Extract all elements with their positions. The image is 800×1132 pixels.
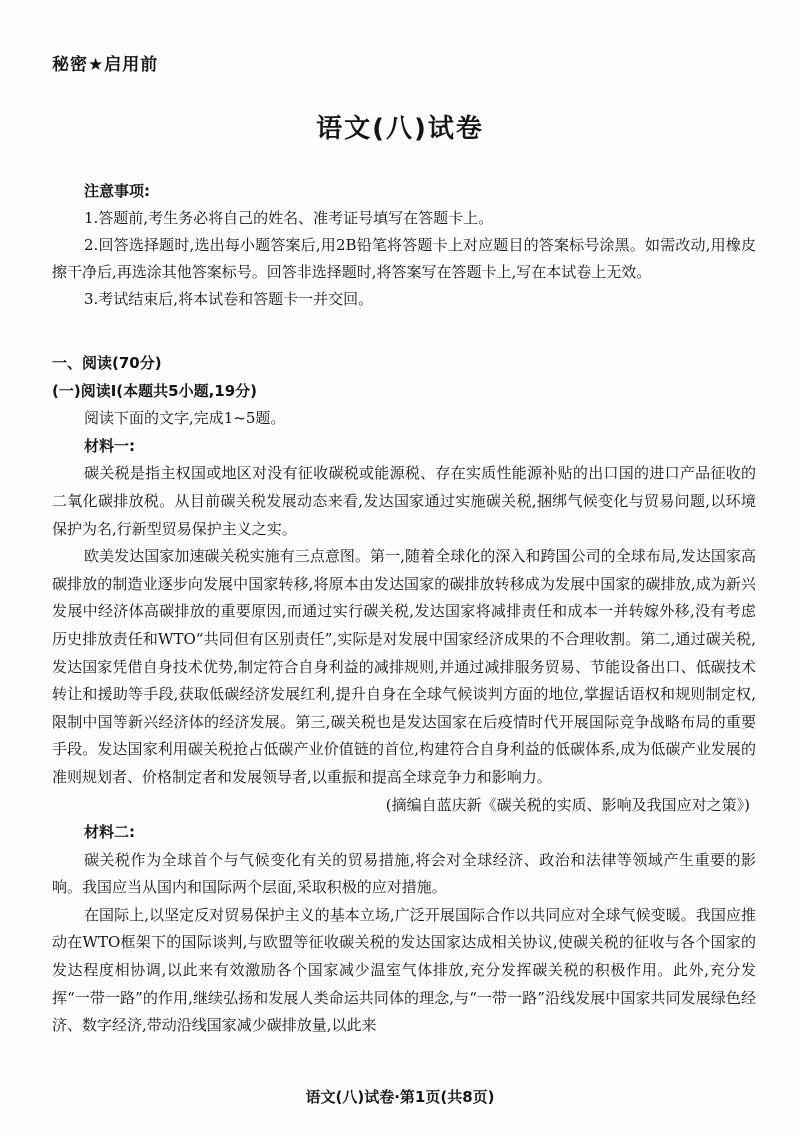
material1-heading: 材料一: <box>84 436 135 455</box>
section-heading: 一、阅读(70分) <box>52 354 162 372</box>
notice-heading: 注意事项: <box>84 182 150 200</box>
notice-item: 2.回答选择题时,选出每小题答案后,用2B铅笔将答题卡上对应题目的答案标号涂黑。如需改动,用橡皮擦干净后,再选涂其他答案标号。回答非选择题时,将答案写在答题卡上,写在本试卷上无效。 <box>52 236 756 281</box>
material2-paragraph: 在国际上,以坚定反对贸易保护主义的基本立场,广泛开展国际合作以共同应对全球气候变暖。我国应推动在WTO框架下的国际谈判,与欧盟等征收碳关税的发达国家达成相关协议,使碳关税的征收与各个国家的发达程度相协调,以此来有效激励各个国家减少温室气体排放,充分发挥碳关税的积极作用。此外,充分发挥“一带一路”的作用,继续弘扬和发展人类命运共同体的理念,与“一带一路”沿线发展中国家共同发展绿色经济、数字经济,带动沿线国家减少碳排放量,以此来 <box>52 905 756 1035</box>
material2-heading: 材料二: <box>84 823 135 842</box>
confidential-mark: 秘密★启用前 <box>52 55 159 75</box>
section-subheading: (一)阅读Ⅰ(本题共5小题,19分) <box>52 381 258 400</box>
notice-item: 1.答题前,考生务必将自己的姓名、准考证号填写在答题卡上。 <box>84 209 494 227</box>
material1-paragraph: 欧美发达国家加速碳关税实施有三点意图。第一,随着全球化的深入和跨国公司的全球布局,发达国家高碳排放的制造业逐步向发展中国家转移,将原本由发达国家的碳排放转移成为发展中国家的碳排放,成为新兴发展中经济体高碳排放的重要原因,而通过实行碳关税,发达国家将减排责任和成本一并转嫁外移,没有考虑历史排放责任和WTO“共同但有区别责任”,实际是对发展中国家经济成果的不合理收割。第二,通过碳关税,发达国家凭借自身技术优势,制定符合自身利益的减排规则,并通过减排服务贸易、节能设备出口、低碳技术转让和援助等手段,获取低碳经济发展红利,提升自身在全球气候谈判方面的地位,掌握话语权和规则制定权,限制中国等新兴经济体的经济发展。第三,碳关税也是发达国家在后疫情时代开展国际竞争战略布局的重要手段。发达国家利用碳关税抢占低碳产业价值链的首位,构建符合自身利益的低碳体系,成为低碳产业发展的准则规划者、价格制定者和发展领导者,以重振和提高全球竞争力和影响力。 <box>52 547 756 786</box>
reading-section <box>52 350 756 1040</box>
material1-source: (摘编自蓝庆新《碳关税的实质、影响及我国应对之策》) <box>385 795 750 814</box>
page-footer: 语文(八)试卷·第1页(共8页) <box>305 1088 495 1106</box>
section-instruction: 阅读下面的文字,完成1~5题。 <box>84 409 286 428</box>
page-title: 语文(八)试卷 <box>316 114 484 144</box>
material1-paragraph: 碳关税是指主权国或地区对没有征收碳税或能源税、存在实质性能源补贴的出口国的进口产品征收的二氧化碳排放税。从目前碳关税发展动态来看,发达国家通过实施碳关税,捆绑气候变化与贸易问题,以环境保护为名,行新型贸易保护主义之实。 <box>52 464 756 538</box>
notice-item: 3.考试结束后,将本试卷和答题卡一并交回。 <box>84 290 374 308</box>
material2-paragraph: 碳关税作为全球首个与气候变化有关的贸易措施,将会对全球经济、政治和法律等领域产生重要的影响。我国应当从国内和国际两个层面,采取积极的应对措施。 <box>52 850 756 897</box>
notice-block <box>52 178 756 313</box>
